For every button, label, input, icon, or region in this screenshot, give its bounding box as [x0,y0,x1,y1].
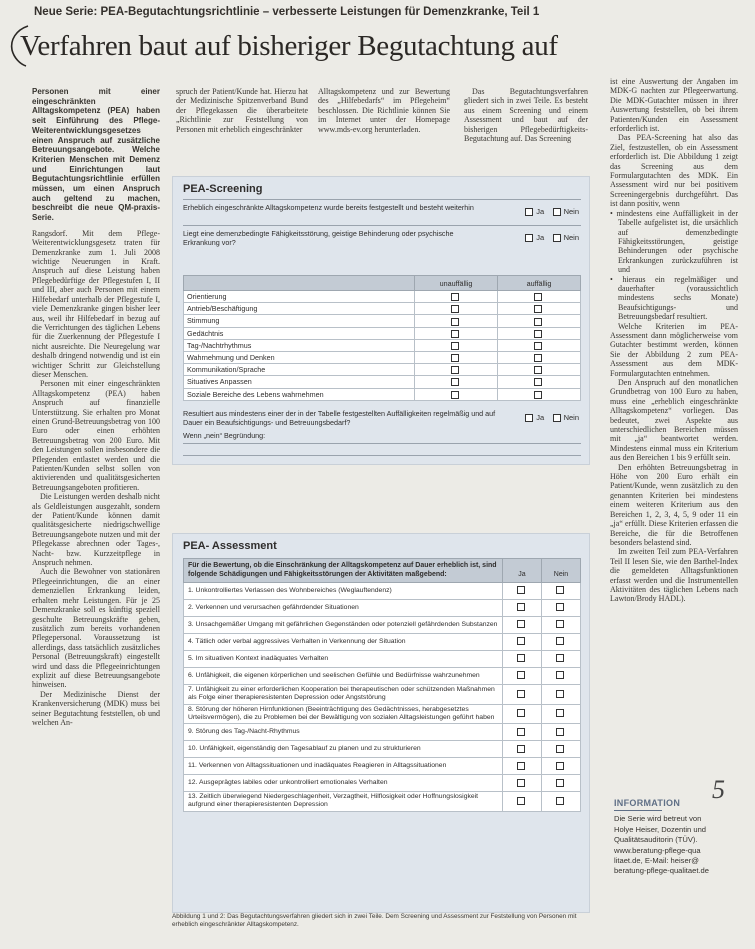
checkbox[interactable] [556,620,564,628]
checkbox[interactable] [534,293,542,301]
table-row [184,315,581,327]
table-row [184,668,581,685]
info-line: Qualitätsauditorin (TÜV). [614,835,698,845]
yes-no-options [525,413,579,422]
table-row [184,351,581,363]
row-label: Stimmung [184,315,415,327]
article-headline [20,30,558,63]
checkbox-yes[interactable] [525,234,533,242]
row-label: 6. Unfähigkeit, die eigenen körperlichen und seelischen Gefühle und Bedürfnisse wahrzunehmen [184,668,503,685]
checkbox[interactable] [451,305,459,313]
checkbox[interactable] [556,637,564,645]
row-label: 1. Unkontrolliertes Verlassen des Wohnbereiches (Weglauftendenz) [184,583,503,600]
table-row [184,792,581,812]
info-line: Die Serie wird betreut von [614,814,702,824]
checkbox[interactable] [556,690,564,698]
table-header [184,276,415,291]
checkbox[interactable] [517,620,525,628]
checkbox-no[interactable] [553,234,561,242]
table-row [184,583,581,600]
row-label: 12. Ausgeprägtes labiles oder unkontrolliert emotionales Verhalten [184,775,503,792]
lead-paragraph: Personen mit einer eingeschränkten Alltagskompetenz (PEA) haben seit Einführung des Pflege-Weiterentwicklungsgesetzes einen Anspruch auf zusätzliche Betreuungsangebote. Welche Kriterien Menschen mit Demenz und Einrichtungen laut Begutachtungsrichtlinie erfüllen müssen, um einen Anspruch auch geltend zu machen, beschreibt die neue QM-praxis-Serie. [32,87,160,223]
reason-label: Wenn „nein“ Begründung: [183,431,266,440]
pea-screening-box [172,176,590,465]
table-row [184,364,581,376]
checkbox[interactable] [556,586,564,594]
body-paragraph: Den erhöhten Betreuungsbetrag in Höhe von 200 Euro erhält ein Patient/Kunde, wenn zusätzlich zu den genannten Kriterien bei mindestens einem weiteren Kriterium aus den Bereichen 1, 2, 3, 4, 5, 9 oder 11 ein „ja“ erfüllt. Diese Kriterien erfassen die Bereiche, die für die Betroffenen besonders belastend sind. [610,462,738,547]
table-row [184,704,581,724]
table-row [184,600,581,617]
table-header: Nein [542,559,581,583]
checkbox[interactable] [556,603,564,611]
row-label: 11. Verkennen von Alltagssituationen und inadäquates Reagieren in Alltagssituationen [184,758,503,775]
series-kicker: Neue Serie: PEA-Begutachtungsrichtlinie – verbesserte Leistungen für Demenzkranke, Teil 1 [34,6,540,18]
checkbox[interactable] [517,797,525,805]
info-line: litaet.de, E-Mail: heiser@ [614,856,699,866]
checkbox[interactable] [534,305,542,313]
question-text: Erheblich eingeschränkte Alltagskompetenz wurde bereits festgestellt und besteht weiterhin [183,203,474,212]
info-email[interactable]: beratung-pflege-qualitaet.de [614,866,709,876]
row-label: 9. Störung des Tag-/Nacht-Rhythmus [184,724,503,741]
row-label: 13. Zeitlich überwiegend Niedergeschlagenheit, Verzagtheit, Hilflosigkeit oder Hoffnungslosigkeit aufgrund einer therapieresistenten Depression [184,792,503,812]
checkbox[interactable] [534,354,542,362]
screening-title: PEA-Screening [183,183,263,195]
table-row [184,758,581,775]
checkbox[interactable] [517,728,525,736]
checkbox[interactable] [517,709,525,717]
row-label: Orientierung [184,291,415,303]
checkbox[interactable] [534,366,542,374]
table-header: auffällig [498,276,581,291]
checkbox[interactable] [556,762,564,770]
info-box [614,798,744,877]
checkbox[interactable] [517,654,525,662]
checkbox[interactable] [556,797,564,805]
question-text: Resultiert aus mindestens einer der in der Tabelle festgestellten Auffälligkeiten regelmäßig und auf Dauer ein Beaufsichtigungs- und Betreuungsbedarf? [183,409,496,427]
yes-label: Ja [536,233,545,242]
checkbox[interactable] [517,745,525,753]
figure-caption: Abbildung 1 und 2: Das Begutachtungsverfahren gliedert sich in zwei Teile. Dem Screening und Assessment zur Feststellung von Personen mit erheblich eingeschränkter Alltagskompetenz. [172,913,577,928]
table-header: unauffällig [415,276,498,291]
row-label: 7. Unfähigkeit zu einer erforderlichen Kooperation bei therapeutischen oder schützenden Maßnahmen als Folge einer therapieresistenten Depression oder Angststörung [184,685,503,705]
body-paragraph: Personen mit einer eingeschränkten Alltagskompetenz (PEA) haben Anspruch auf finanzielle Unterstützung. Sie erhalten pro Monat einen Grund-Betreuungsbetrag von 100 Euro oder einen erhöhten Betreuungsbetrag von 200 Euro. Mit den Leistungen sollen insbesondere die Pflegenden entlastet werden und die Patienten/Kunden selbst sollen von aktivierenden und qualitätsgesicherten Betreuungsangeboten profitieren. [32,379,160,492]
checkbox[interactable] [556,654,564,662]
checkbox[interactable] [517,762,525,770]
checkbox[interactable] [534,330,542,338]
checkbox[interactable] [451,293,459,301]
table-row [184,339,581,351]
table-header: Für die Bewertung, ob die Einschränkung der Alltagskompetenz auf Dauer erheblich ist, sind folgende Schädigungen und Fähigkeitsstörungen der Aktivitäten maßgebend: [184,559,503,583]
question-text: Liegt eine demenzbedingte Fähigkeitsstörung, geistige Behinderung oder psychische Erkrankung vor? [183,229,454,247]
body-paragraph: Die Leistungen werden deshalb nicht als Geldleistungen ausgezahlt, sondern der Patient/Kunde können damit qualitätsgesicherte niedrigschwellige Betreuungsangebote nutzen und mit der Pflegekasse abrechnen oder Tages-, Nacht- bzw. Kurzzeitpflege in Anspruch nehmen. [32,492,160,568]
body-paragraph: Alltagskompetenz und zur Bewertung des „Hilfebedarfs“ im Pflegeheim“ beschlossen. Die Richtlinie können Sie im Internet unter der Homepage www.mds-ev.org herunterladen. [318,87,450,134]
body-paragraph: Das Begutachtungsverfahren gliedert sich in zwei Teile. Es besteht aus einem Screening und einem Assessment und baut auf der bisherigen Pflegebedürftigkeits-Begutachtung auf. Das Screening [464,87,588,144]
checkbox-no[interactable] [553,414,561,422]
row-label: Tag-/Nachtrhythmus [184,339,415,351]
checkbox[interactable] [556,709,564,717]
table-row [184,741,581,758]
column-5 [610,77,738,604]
checkbox[interactable] [534,391,542,399]
checkbox[interactable] [451,354,459,362]
assessment-title: PEA- Assessment [183,540,277,552]
checkbox[interactable] [534,378,542,386]
checkbox[interactable] [517,603,525,611]
screening-table [183,275,581,401]
screening-reason [183,431,581,440]
no-label: Nein [563,233,579,242]
row-label: Gedächtnis [184,327,415,339]
checkbox[interactable] [534,342,542,350]
checkbox[interactable] [517,690,525,698]
body-paragraph: spruch der Patient/Kunde hat. Hierzu hat der Medizinische Spitzenverband Bund der Pflegekassen die überarbeitete „Richtlinie zur Feststellung von Personen mit erheblich eingeschränkter [176,87,308,134]
yes-label: Ja [536,413,545,422]
checkbox[interactable] [517,586,525,594]
no-label: Nein [563,207,579,216]
row-label: Kommunikation/Sprache [184,364,415,376]
column-4 [464,87,588,143]
row-label: 3. Unsachgemäßer Umgang mit gefährlichen Gegenständen oder potenziell gefährdenden Substanzen [184,617,503,634]
row-label: Antrieb/Beschäftigung [184,303,415,315]
body-paragraph: Das PEA-Screening hat also das Ziel, festzustellen, ob ein Assessment erforderlich ist. Die Abbildung 1 zeigt das Screening aus dem Formulargutachten des MDK. Ein Assessment wird nur bei positivem Screeningergebnis durchgeführt. Das ist dann positiv, wenn [610,133,738,209]
screening-question-3 [183,409,581,427]
table-row [184,724,581,741]
info-heading: INFORMATION [614,798,681,808]
pea-assessment-box [172,533,590,913]
yes-label: Ja [536,207,545,216]
row-label: Soziale Bereiche des Lebens wahrnehmen [184,388,415,400]
bullet-item: • hieraus ein regelmäßiger und dauerhafter (voraussichtlich mindestens sechs Monate) Beaufsichtigungs- und Betreuungsbedarf resultiert. [610,274,738,322]
row-label: Situatives Anpassen [184,376,415,388]
table-row [184,651,581,668]
checkbox[interactable] [556,779,564,787]
screening-question-1 [183,203,581,216]
checkbox[interactable] [451,330,459,338]
yes-no-options [525,207,579,216]
info-divider [614,810,662,811]
checkbox[interactable] [556,728,564,736]
checkbox-yes[interactable] [525,208,533,216]
checkbox[interactable] [451,318,459,326]
yes-no-options [525,233,579,242]
body-paragraph: Im zweiten Teil zum PEA-Verfahren Teil II lesen Sie, wie den Barthel-Index die gemeldeten Alltagsfunktionen erfasst werden und die Instrumentellen Aktivitäten des täglichen Lebens nach Lawton/Brody HADL). [610,547,738,604]
checkbox[interactable] [517,671,525,679]
checkbox[interactable] [451,342,459,350]
table-row [184,634,581,651]
info-line: Holye Heiser, Dozentin und [614,824,707,834]
checkbox[interactable] [556,671,564,679]
body-paragraph: ist eine Auswertung der Angaben im MDK-G nachten zur Pflegeerwartung. Die MDK-Gutachter müssen in ihrer Auswertung feststellen, ob bei ihrem Patienten/Kunden ein Assessment erforderlich ist. [610,77,738,134]
margin-number: 5 [712,775,725,804]
row-label: 8. Störung der höheren Hirnfunktionen (Beeinträchtigung des Gedächtnisses, herabgesetztes Urteilsvermögen), die zu Problemen bei der Bewältigung von sozialen Alltagsleistungen geführt haben [184,704,503,724]
table-row [184,291,581,303]
column-1 [32,87,160,727]
no-label: Nein [563,413,579,422]
table-row [184,388,581,400]
checkbox[interactable] [517,779,525,787]
table-row [184,376,581,388]
checkbox[interactable] [451,391,459,399]
table-header: Ja [503,559,542,583]
checkbox[interactable] [451,366,459,374]
body-paragraph: Auch die Bewohner von stationären Pflegeeinrichtungen, die an einer demenziellen Erkrankung leiden, erhalten mehr Leistungen. Für je 25 Demenzkranke soll es künftig speziell geschulte Betreuungskräfte geben, zusätzlich zum bereits vorhandenen Pflegepersonal. Voraussetzung ist allerdings, dass tatsächlich zusätzliches Personal (Betreuungskraft) eingestellt wird und dass die Pflegeeinrichtungen explizit auf diese Betreuungsangebote hinweisen. [32,567,160,690]
table-row [184,685,581,705]
headline-text: Verfahren baut auf bisheriger Begutachtung auf [20,30,558,62]
bullet-item: • mindestens eine Auffälligkeit in der Tabelle aufgelistet ist, die ursächlich auf demenzbedingte Fähigkeitsstörungen, geistige Behinderungen oder psychische Erkrankungen zurückzuführen ist und [610,208,738,275]
screening-question-2 [183,229,581,247]
table-row [184,303,581,315]
body-paragraph: Rangsdorf. Mit dem Pflege-Weiterentwicklungsgesetz traten für Demenzkranke zum 1. Juli 2008 wichtige Neuerungen in Kraft. Anspruch auf diese Leistung haben Pflegebedürftige der Pflegestufen I, II und III, aber auch Personen mit einem Hilfebedarf unterhalb der Pflegestufe I, viele Demenzkranke gingen bisher leer aus, weil ihr Hilfebedarf in bezug auf die Verrichtungen des täglichen Lebens für die Zuerkennung der Pflegestufe I nicht ausreichte. Die Neuregelung war deshalb dringend notwendig und ist ein wichtiger Schritt zur Gleichstellung dieser Menschen. [32,228,160,379]
row-label: 4. Tätlich oder verbal aggressives Verhalten in Verkennung der Situation [184,634,503,651]
column-2 [176,87,308,134]
assessment-table [183,558,581,812]
swoosh-mark-icon [6,24,32,68]
body-paragraph: Der Medizinische Dienst der Krankenversicherung (MDK) muss bei seiner Begutachtung feststellen, ob und welchen An- [32,689,160,727]
row-label: 2. Verkennen und verursachen gefährdender Situationen [184,600,503,617]
info-link[interactable]: www.beratung-pflege-qua [614,845,701,855]
checkbox[interactable] [451,378,459,386]
checkbox[interactable] [517,637,525,645]
table-row [184,327,581,339]
column-3 [318,87,450,134]
table-row [184,617,581,634]
checkbox-no[interactable] [553,208,561,216]
row-label: 10. Unfähigkeit, eigenständig den Tagesablauf zu planen und zu strukturieren [184,741,503,758]
row-label: Wahrnehmung und Denken [184,351,415,363]
body-paragraph: Den Anspruch auf den monatlichen Grundbetrag von 100 Euro zu haben, muss eine „erheblich eingeschränkte Alltagskompetenz“ vorliegen. Das bedeutet, zwei Aspekte aus unterschiedlichen Bereichen müssen mit „ja“ beantwortet werden. Mindestens einmal muss ein Kriterium aus den Bereichen 1 bis 9 erfüllt sein. [610,378,738,463]
row-label: 5. Im situativen Kontext inadäquates Verhalten [184,651,503,668]
body-paragraph: Welche Kriterien im PEA-Assessment dann möglicherweise vom Gutachter bestimmt werden, können Sie der Abbildung 2 zum PEA-Assessment aus dem MDK-Formulargutachten entnehmen. [610,321,738,378]
checkbox-yes[interactable] [525,414,533,422]
table-row [184,775,581,792]
checkbox[interactable] [556,745,564,753]
checkbox[interactable] [534,318,542,326]
